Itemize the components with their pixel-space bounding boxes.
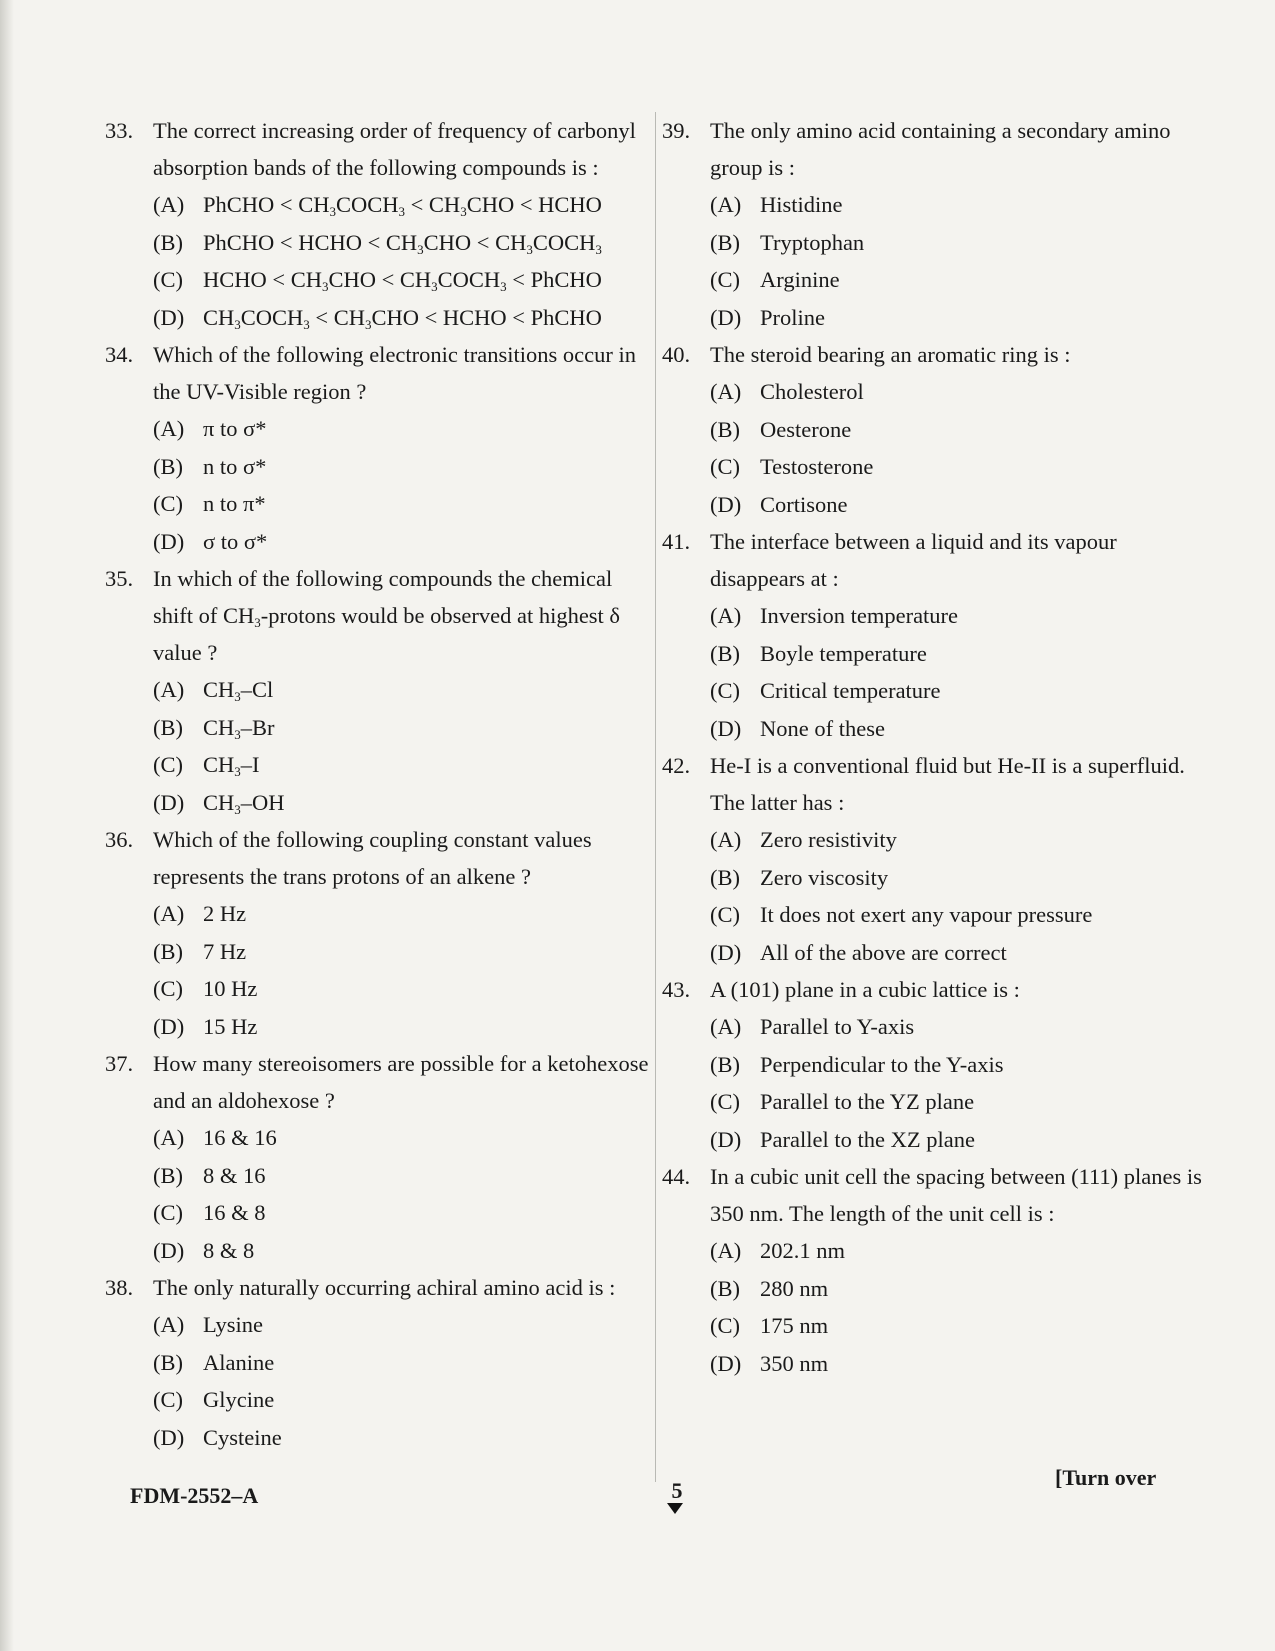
option-letter: (B) bbox=[710, 864, 740, 890]
option-letter: (A) bbox=[153, 901, 185, 926]
option-text: Cysteine bbox=[203, 1424, 282, 1450]
answer-option bbox=[662, 672, 1202, 710]
answer-option bbox=[105, 671, 650, 709]
option-letter: (C) bbox=[153, 1387, 183, 1412]
option-text: Parallel to Y-axis bbox=[760, 1014, 915, 1039]
option-text: n to σ* bbox=[203, 453, 267, 479]
option-text: PhCHO < HCHO < $CH_3CHO$ < $CH_3COCH_3$ bbox=[203, 229, 602, 257]
question-number: 39. bbox=[662, 118, 691, 143]
answer-option bbox=[105, 1232, 650, 1270]
option-letter: (B) bbox=[153, 1162, 183, 1188]
option-letter: (B) bbox=[710, 229, 740, 255]
answer-option bbox=[105, 1119, 650, 1157]
option-text: Zero resistivity bbox=[760, 827, 897, 852]
question-stem: In a cubic unit cell the spacing between (111) planes is 350 nm. The length of the unit cell is : bbox=[710, 1164, 1202, 1226]
answer-option bbox=[105, 1306, 650, 1344]
option-text: None of these bbox=[760, 715, 885, 741]
option-text: Cortisone bbox=[760, 491, 848, 517]
option-text: 16 & 16 bbox=[203, 1125, 277, 1150]
question-row bbox=[105, 1269, 650, 1306]
option-text: Zero viscosity bbox=[760, 864, 889, 890]
answer-option bbox=[105, 1157, 650, 1195]
option-text: Critical temperature bbox=[760, 678, 941, 703]
answer-option bbox=[662, 1083, 1202, 1121]
option-letter: (D) bbox=[153, 789, 185, 815]
option-text: π to σ* bbox=[203, 416, 267, 441]
column-divider bbox=[655, 112, 656, 1482]
question-number: 38. bbox=[105, 1275, 134, 1300]
option-text: 16 & 8 bbox=[203, 1200, 266, 1225]
answer-option bbox=[105, 1419, 650, 1457]
option-letter: (A) bbox=[153, 1125, 185, 1150]
answer-option bbox=[105, 410, 650, 448]
option-letter: (A) bbox=[710, 192, 742, 217]
option-letter: (B) bbox=[153, 714, 183, 740]
question bbox=[662, 523, 1202, 747]
question-stem: The correct increasing order of frequency of carbonyl absorption bands of the following compounds is : bbox=[153, 118, 636, 180]
option-text: HCHO < $CH_3CHO$ < $CH_3COCH_3$ < PhCHO bbox=[203, 267, 602, 294]
question-number: 40. bbox=[662, 342, 691, 367]
question-row bbox=[662, 971, 1202, 1008]
answer-option bbox=[662, 1270, 1202, 1308]
answer-option bbox=[105, 895, 650, 933]
option-letter: (D) bbox=[710, 304, 742, 330]
question-row bbox=[662, 523, 1202, 597]
option-letter: (A) bbox=[153, 677, 185, 702]
option-text: $CH_3-Cl$ bbox=[203, 677, 274, 704]
question-stem: A (101) plane in a cubic lattice is : bbox=[710, 977, 1020, 1002]
question-stem: In which of the following compounds the chemical shift of $CH_3$-protons would be observed at highest δ value ? bbox=[153, 566, 621, 665]
answer-option bbox=[662, 261, 1202, 299]
option-letter: (D) bbox=[153, 1237, 185, 1263]
option-letter: (B) bbox=[710, 640, 740, 666]
option-letter: (C) bbox=[153, 267, 183, 292]
option-letter: (C) bbox=[153, 976, 183, 1001]
question-stem: Which of the following coupling constant values represents the trans protons of an alkene ? bbox=[153, 827, 592, 889]
option-text: Proline bbox=[760, 304, 825, 330]
left-question-column bbox=[105, 112, 650, 1456]
right-question-column bbox=[662, 112, 1202, 1382]
option-letter: (A) bbox=[710, 1238, 742, 1263]
answer-option bbox=[662, 411, 1202, 449]
option-letter: (A) bbox=[153, 192, 185, 217]
question-stem: The only naturally occurring achiral amino acid is : bbox=[153, 1275, 616, 1300]
option-text: Glycine bbox=[203, 1387, 275, 1412]
option-letter: (B) bbox=[710, 1051, 740, 1077]
page-number: 5 bbox=[671, 1478, 683, 1503]
question bbox=[662, 112, 1202, 336]
question bbox=[105, 112, 650, 336]
question bbox=[662, 971, 1202, 1158]
answer-option bbox=[105, 186, 650, 224]
answer-option bbox=[662, 186, 1202, 224]
answer-option bbox=[662, 635, 1202, 673]
paper-code: FDM-2552–A bbox=[130, 1483, 259, 1508]
question-number: 34. bbox=[105, 342, 134, 367]
option-letter: (A) bbox=[710, 827, 742, 852]
answer-option bbox=[105, 261, 650, 299]
question bbox=[662, 1158, 1202, 1382]
answer-option bbox=[662, 1046, 1202, 1084]
answer-option bbox=[105, 448, 650, 486]
question-row bbox=[105, 560, 650, 671]
option-text: $CH_3COCH_3 < CH_3CHO$ < HCHO < PhCHO bbox=[203, 304, 602, 332]
option-text: σ to σ* bbox=[203, 528, 268, 554]
question-number: 44. bbox=[662, 1164, 691, 1189]
answer-option bbox=[662, 597, 1202, 635]
option-letter: (D) bbox=[710, 939, 742, 965]
option-letter: (C) bbox=[710, 267, 740, 292]
option-letter: (A) bbox=[710, 1014, 742, 1039]
option-letter: (D) bbox=[710, 1126, 742, 1152]
question bbox=[105, 560, 650, 821]
answer-option bbox=[662, 224, 1202, 262]
option-text: Arginine bbox=[760, 267, 840, 292]
option-letter: (B) bbox=[153, 1349, 183, 1375]
question bbox=[662, 747, 1202, 971]
option-text: $CH_3-I$ bbox=[203, 752, 260, 779]
question-number: 35. bbox=[105, 566, 134, 591]
question-number: 36. bbox=[105, 827, 134, 852]
option-text: 175 nm bbox=[760, 1313, 829, 1338]
option-text: $CH_3-Br$ bbox=[203, 714, 275, 742]
answer-option bbox=[105, 970, 650, 1008]
option-text: Lysine bbox=[203, 1312, 263, 1337]
option-text: Alanine bbox=[203, 1349, 275, 1375]
question-row bbox=[662, 112, 1202, 186]
option-text: 202.1 nm bbox=[760, 1238, 846, 1263]
answer-option bbox=[105, 746, 650, 784]
option-letter: (A) bbox=[710, 603, 742, 628]
question bbox=[105, 336, 650, 560]
question bbox=[662, 336, 1202, 523]
answer-option bbox=[105, 709, 650, 747]
question-row bbox=[105, 336, 650, 410]
option-text: 10 Hz bbox=[203, 976, 258, 1001]
question-number: 37. bbox=[105, 1051, 134, 1076]
option-letter: (B) bbox=[710, 1275, 740, 1301]
option-letter: (C) bbox=[710, 454, 740, 479]
answer-option bbox=[662, 1307, 1202, 1345]
answer-option bbox=[662, 896, 1202, 934]
option-letter: (D) bbox=[153, 528, 185, 554]
answer-option bbox=[662, 486, 1202, 524]
option-letter: (D) bbox=[153, 1013, 185, 1039]
answer-option bbox=[662, 1232, 1202, 1270]
option-text: 350 nm bbox=[760, 1350, 829, 1376]
question bbox=[105, 1045, 650, 1269]
option-text: Boyle temperature bbox=[760, 640, 927, 666]
answer-option bbox=[662, 448, 1202, 486]
option-letter: (D) bbox=[153, 304, 185, 330]
answer-option bbox=[662, 934, 1202, 972]
answer-option bbox=[662, 821, 1202, 859]
option-text: Cholesterol bbox=[760, 379, 864, 404]
page-edge-shadow bbox=[0, 0, 14, 1651]
answer-option bbox=[105, 1381, 650, 1419]
option-text: It does not exert any vapour pressure bbox=[760, 902, 1093, 927]
answer-option bbox=[105, 523, 650, 561]
option-letter: (C) bbox=[710, 678, 740, 703]
answer-option bbox=[105, 933, 650, 971]
option-letter: (C) bbox=[710, 1313, 740, 1338]
question-row bbox=[662, 747, 1202, 821]
down-arrow-icon bbox=[667, 1503, 683, 1514]
option-text: Perpendicular to the Y-axis bbox=[760, 1051, 1004, 1077]
option-text: 280 nm bbox=[760, 1275, 829, 1301]
option-letter: (D) bbox=[153, 1424, 185, 1450]
question-number: 43. bbox=[662, 977, 691, 1002]
question bbox=[105, 1269, 650, 1456]
option-letter: (C) bbox=[710, 902, 740, 927]
question-row bbox=[662, 336, 1202, 373]
question-row bbox=[662, 1158, 1202, 1232]
question-row bbox=[105, 1045, 650, 1119]
turn-over-label: [Turn over bbox=[1055, 1465, 1157, 1490]
question-stem: He-I is a conventional fluid but He-II is a superfluid. The latter has : bbox=[710, 753, 1185, 815]
option-text: PhCHO < $CH_3COCH_3 < CH_3CHO$ < HCHO bbox=[203, 192, 602, 219]
option-text: 8 & 8 bbox=[203, 1237, 255, 1263]
answer-option bbox=[105, 1344, 650, 1382]
option-text: Tryptophan bbox=[760, 229, 865, 255]
option-text: Parallel to the YZ plane bbox=[760, 1089, 975, 1114]
answer-option bbox=[662, 710, 1202, 748]
answer-option bbox=[105, 784, 650, 822]
option-letter: (A) bbox=[153, 416, 185, 441]
answer-option bbox=[105, 485, 650, 523]
option-letter: (A) bbox=[153, 1312, 185, 1337]
answer-option bbox=[662, 1121, 1202, 1159]
question-stem: The steroid bearing an aromatic ring is : bbox=[710, 342, 1071, 367]
question-stem: Which of the following electronic transitions occur in the UV-Visible region ? bbox=[153, 342, 636, 404]
option-letter: (B) bbox=[153, 229, 183, 255]
question-row bbox=[105, 112, 650, 186]
answer-option bbox=[105, 1194, 650, 1232]
option-letter: (C) bbox=[153, 752, 183, 777]
answer-option bbox=[662, 1008, 1202, 1046]
question-number: 33. bbox=[105, 118, 134, 143]
option-text: Parallel to the XZ plane bbox=[760, 1126, 975, 1152]
answer-option bbox=[662, 373, 1202, 411]
question-row bbox=[105, 821, 650, 895]
option-text: Testosterone bbox=[760, 454, 874, 479]
option-letter: (C) bbox=[153, 491, 183, 516]
option-text: Histidine bbox=[760, 192, 843, 217]
option-text: All of the above are correct bbox=[760, 939, 1007, 965]
option-letter: (D) bbox=[710, 715, 742, 741]
question-stem: The interface between a liquid and its vapour disappears at : bbox=[710, 529, 1117, 591]
option-text: 2 Hz bbox=[203, 901, 247, 926]
answer-option bbox=[105, 299, 650, 337]
answer-option bbox=[105, 224, 650, 262]
option-letter: (A) bbox=[710, 379, 742, 404]
option-letter: (B) bbox=[153, 938, 183, 964]
question-stem: The only amino acid containing a secondary amino group is : bbox=[710, 118, 1171, 180]
option-text: 7 Hz bbox=[203, 938, 247, 964]
answer-option bbox=[662, 1345, 1202, 1383]
question-number: 41. bbox=[662, 529, 691, 554]
question-stem: How many stereoisomers are possible for a ketohexose and an aldohexose ? bbox=[153, 1051, 649, 1113]
option-text: 15 Hz bbox=[203, 1013, 258, 1039]
answer-option bbox=[105, 1008, 650, 1046]
option-letter: (D) bbox=[710, 1350, 742, 1376]
option-letter: (D) bbox=[710, 491, 742, 517]
option-text: 8 & 16 bbox=[203, 1162, 266, 1188]
option-letter: (B) bbox=[153, 453, 183, 479]
option-letter: (B) bbox=[710, 416, 740, 442]
option-text: Oesterone bbox=[760, 416, 852, 442]
answer-option bbox=[662, 299, 1202, 337]
question bbox=[105, 821, 650, 1045]
option-letter: (C) bbox=[153, 1200, 183, 1225]
answer-option bbox=[662, 859, 1202, 897]
option-text: Inversion temperature bbox=[760, 603, 959, 628]
option-text: n to π* bbox=[203, 491, 266, 516]
option-letter: (C) bbox=[710, 1089, 740, 1114]
question-number: 42. bbox=[662, 753, 691, 778]
option-text: $CH_3-OH$ bbox=[203, 789, 285, 817]
